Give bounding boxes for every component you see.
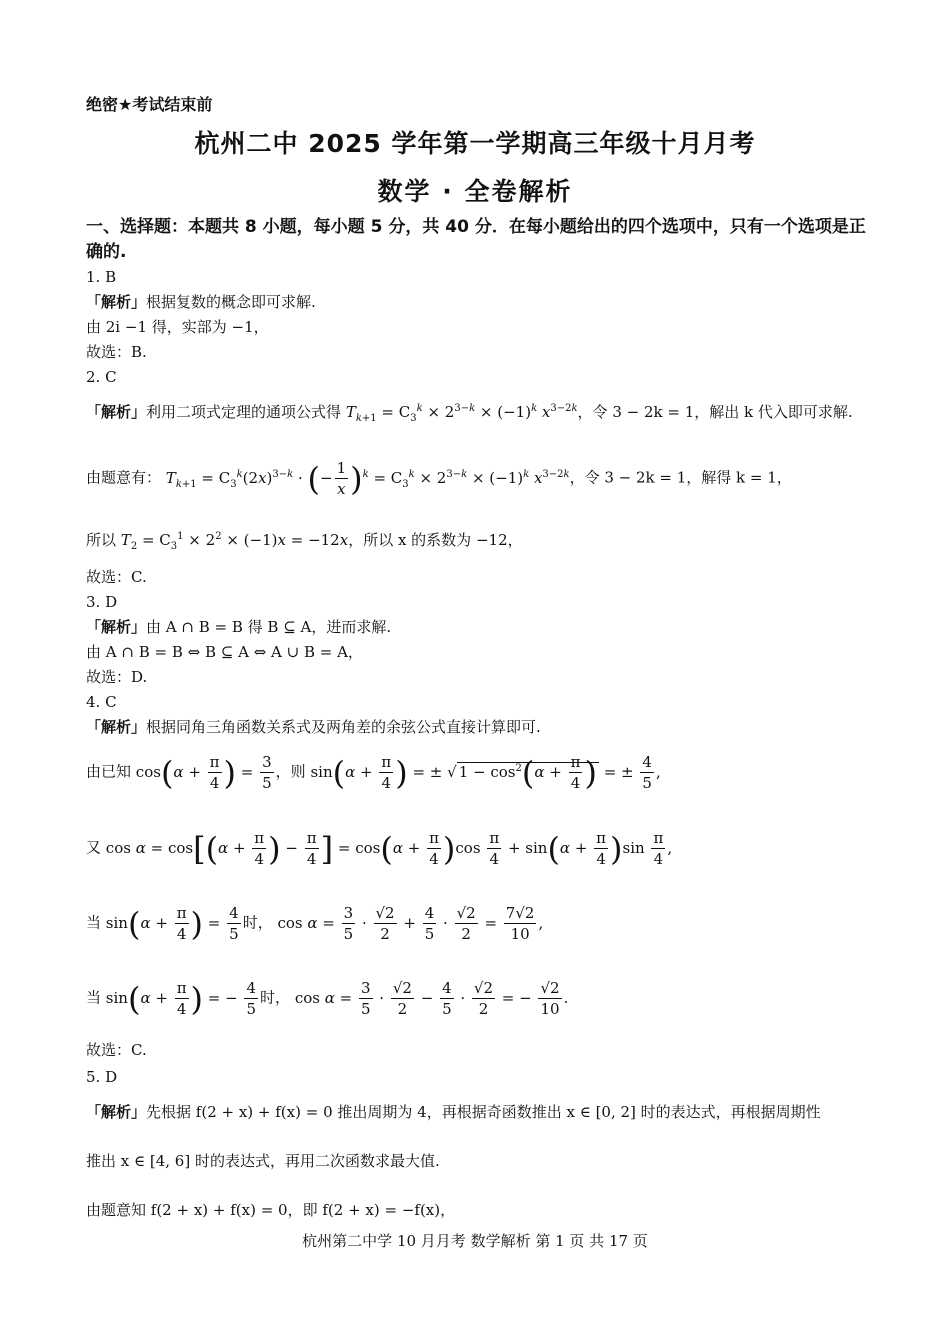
q1-answer: 1. B: [86, 268, 117, 286]
q3-line2: 故选：D.: [86, 668, 148, 686]
analysis-tag: 「解析」: [86, 293, 147, 311]
q2-line2-a: 所以: [86, 531, 117, 549]
q3-hint: 由 A ∩ B = B 得 B ⊆ A，进而求解.: [146, 618, 392, 636]
exam-subtitle: 数学 · 全卷解析: [377, 177, 573, 206]
q3-answer: 3. D: [86, 593, 118, 611]
q2-line1-b: ，令 3 − 2k = 1，解得 k = 1，: [569, 468, 792, 487]
q4-formula-given: cos(α + $\frac{\pi}{4}$ ) = $\frac{3}{5}$: [135, 753, 272, 792]
q2-answer: 2. C: [86, 368, 117, 386]
q2-line1: [86, 458, 792, 499]
q4-line5: 故选：C.: [86, 1041, 147, 1059]
q2-formula-t2: $T_2 = C_3^1 \times 2^2 \times (-1)x = -12x$: [120, 531, 349, 552]
q5-line1: 由题意知 f(2 + x) + f(x) = 0，即 f(2 + x) = −f(x)，: [86, 1201, 456, 1219]
q2-line3: 故选：C.: [86, 568, 147, 586]
q2-line2-b: ，所以 x 的系数为 −12，: [348, 531, 523, 549]
q4-formula-result2: cos α = $\frac{3}{5}$ · $\frac{√2}{2}$ − $\frac{4}{5}$ · $\frac{√2}{2}$ = − $\frac{√2}{10}$ .: [294, 979, 569, 1018]
q4-line3-b: 时，: [242, 913, 273, 932]
q2-line1-a: 由题意有：: [86, 468, 162, 487]
q4-line3: [86, 903, 543, 944]
q4-hint: 根据同角三角函数关系式及两角差的余弦公式直接计算即可.: [146, 718, 541, 736]
q4-formula-result1: cos α = $\frac{3}{5}$ · $\frac{√2}{2}$ + $\frac{4}{5}$ · $\frac{√2}{2}$ = $\frac{7√2}{10}$ ,: [277, 904, 544, 943]
q4-analysis: [86, 717, 541, 737]
q5-hint-a: 先根据 f(2 + x) + f(x) = 0 推出周期为 4，再根据奇函数推出 x ∈ [0, 2] 时的表达式，再根据周期性: [146, 1103, 821, 1121]
q4-line1: [86, 752, 661, 793]
q1-analysis: [86, 292, 316, 312]
analysis-tag: 「解析」: [86, 403, 147, 421]
section-heading: 一、选择题：本题共 8 小题，每小题 5 分，共 40 分．在每小题给出的四个选项中，只有一个选项是正确的.: [86, 217, 866, 262]
q1-hint: 根据复数的概念即可求解.: [146, 293, 316, 311]
q5-analysis: [86, 1102, 821, 1122]
q4-formula-case1: sin(α + $\frac{\pi}{4}$ ) = $\frac{4}{5}$: [105, 904, 239, 943]
q1-line2: 故选：B.: [86, 343, 147, 361]
q4-line1-b: ，则: [275, 762, 306, 781]
q4-formula-cos-expand: cos α = cos[(α + $\frac{\pi}{4}$ ) − $\frac{\pi}{4}$ ] = cos(α + $\frac{\pi}{4}$ )cos $\frac{\pi}{4}$ + sin(α + $\frac{\pi}{4}$ )sin $\frac{\pi}{4}$ ,: [105, 829, 673, 868]
q4-answer: 4. C: [86, 693, 117, 711]
q2-analysis: [86, 402, 853, 422]
q4-formula-case2: sin(α + $\frac{\pi}{4}$ ) = − $\frac{4}{5}$: [105, 979, 257, 1018]
q3-analysis: [86, 617, 391, 637]
analysis-tag: 「解析」: [86, 718, 147, 736]
q2-formula-general: $T_{k+1} = C_3^k \times 2^{3-k} \times (-1)^k$ $x^{3-2k}$: [345, 403, 578, 424]
analysis-tag: 「解析」: [86, 618, 147, 636]
q5-answer: 5. D: [86, 1068, 118, 1086]
q4-line1-a: 由已知: [86, 762, 132, 781]
q1-line1: 由 2i −1 得，实部为 −1，: [86, 318, 269, 336]
analysis-tag: 「解析」: [86, 1103, 147, 1121]
q4-line4-a: 当: [86, 988, 102, 1007]
q3-line1: 由 A ∩ B = B ⇔ B ⊆ A ⇔ A ∪ B = A，: [86, 643, 363, 661]
q4-line4: [86, 978, 568, 1019]
exam-title: 杭州二中 2025 学年第一学期高三年级十月月考: [194, 129, 756, 158]
q4-line3-a: 当: [86, 913, 102, 932]
q2-line2: [86, 530, 523, 550]
q2-hint-a: 利用二项式定理的通项公式得: [146, 403, 342, 421]
q2-formula-expand: $T_{k+1} = C_3^k(2x)^{3-k}$ · (− $\frac{1}{x}$ )$^k = C_3^k \times 2^{3-k} \times (-1)^k$ $x^{3-2k}$: [165, 459, 570, 498]
page-footer: 杭州第二中学 10 月月考 数学解析 第 1 页 共 17 页: [302, 1232, 648, 1250]
confidential-label: 绝密★考试结束前: [86, 95, 213, 114]
q4-line2: [86, 828, 672, 869]
q4-line2-a: 又: [86, 838, 102, 857]
q4-line4-b: 时，: [260, 988, 291, 1007]
q4-formula-sin: sin(α + $\frac{\pi}{4}$ ) = ± √ $1 - \cos^2(\alpha$ + $\frac{\pi}{4}$ ) = ± $\frac{4}{5}$ ,: [310, 753, 661, 792]
q2-hint-b: ，令 3 − 2k = 1，解出 k 代入即可求解.: [577, 403, 853, 421]
q5-hint-b: 推出 x ∈ [4, 6] 时的表达式，再用二次函数求最大值.: [86, 1152, 440, 1170]
